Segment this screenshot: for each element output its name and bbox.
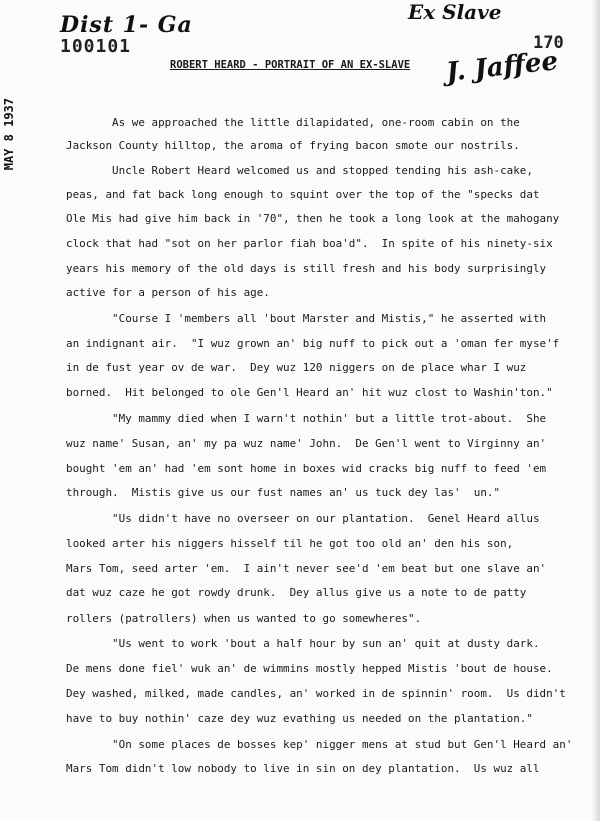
initials-annotation: J. Jaffee <box>444 46 560 88</box>
text-line: Dey washed, milked, made candles, an' worked in de spinnin' room. Us didn't <box>66 687 566 700</box>
text-line: "My mammy died when I warn't nothin' but a little trot-about. She <box>66 412 547 425</box>
text-line: an indignant air. "I wuz grown an' big nuff to pick out a 'oman fer myse'f <box>66 337 560 350</box>
text-line: Jackson County hilltop, the aroma of frying bacon smote our nostrils. <box>66 139 520 152</box>
document-title: ROBERT HEARD - PORTRAIT OF AN EX-SLAVE <box>170 59 411 71</box>
text-line: through. Mistis give us our fust names an' us tuck dey las' un." <box>66 486 501 499</box>
text-line: have to buy nothin' caze dey wuz evathing us needed on the plantation." <box>66 712 533 725</box>
category-annotation: Ex Slave <box>408 0 502 24</box>
text-line: rollers (patrollers) when us wanted to go somewheres". <box>66 612 422 625</box>
text-line: Mars Tom didn't low nobody to live in sin on dey plantation. Us wuz all <box>66 762 540 775</box>
text-line: Uncle Robert Heard welcomed us and stopped tending his ash-cake, <box>66 164 533 177</box>
text-line: "Course I 'members all 'bout Marster and Mistis," he asserted with <box>66 312 547 325</box>
document-number: 100101 <box>60 36 132 57</box>
text-line: wuz name' Susan, an' my pa wuz name' John. De Gen'l went to Virginny an' <box>66 437 547 450</box>
text-line: peas, and fat back long enough to squint over the top of the "specks dat <box>66 188 540 201</box>
text-line: As we approached the little dilapidated, one-room cabin on the <box>66 116 520 129</box>
text-line: looked arter his niggers hisself til he got too old an' den his son, <box>66 537 514 550</box>
text-line: Mars Tom, seed arter 'em. I ain't never see'd 'em beat but one slave an' <box>66 562 547 575</box>
district-annotation: Dist 1- Ga <box>60 12 193 38</box>
text-line: "On some places de bosses kep' nigger mens at stud but Gen'l Heard an' <box>66 738 573 751</box>
text-line: De mens done fiel' wuk an' de wimmins mostly hepped Mistis 'bout de house. <box>66 662 553 675</box>
text-line: dat wuz caze he got rowdy drunk. Dey allus give us a note to de patty <box>66 586 527 599</box>
text-line: in de fust year ov de war. Dey wuz 120 niggers on de place whar I wuz <box>66 361 527 374</box>
text-line: years his memory of the old days is still fresh and his body surprisingly <box>66 262 547 275</box>
text-line: borned. Hit belonged to ole Gen'l Heard an' hit wuz clost to Washin'ton." <box>66 386 553 399</box>
text-line: clock that had "sot on her parlor fiah boa'd". In spite of his ninety-six <box>66 237 553 250</box>
date-stamp: MAY 8 1937 <box>2 98 16 171</box>
page-number: 170 <box>533 33 564 53</box>
text-line: "Us went to work 'bout a half hour by sun an' quit at dusty dark. <box>66 637 540 650</box>
text-line: bought 'em an' had 'em sont home in boxes wid cracks big nuff to feed 'em <box>66 462 547 475</box>
text-line: Ole Mis had give him back in '70", then he took a long look at the mahogany <box>66 212 560 225</box>
text-line: "Us didn't have no overseer on our plantation. Genel Heard allus <box>66 512 540 525</box>
page-edge-shadow <box>592 0 600 821</box>
text-line: active for a person of his age. <box>66 286 270 299</box>
